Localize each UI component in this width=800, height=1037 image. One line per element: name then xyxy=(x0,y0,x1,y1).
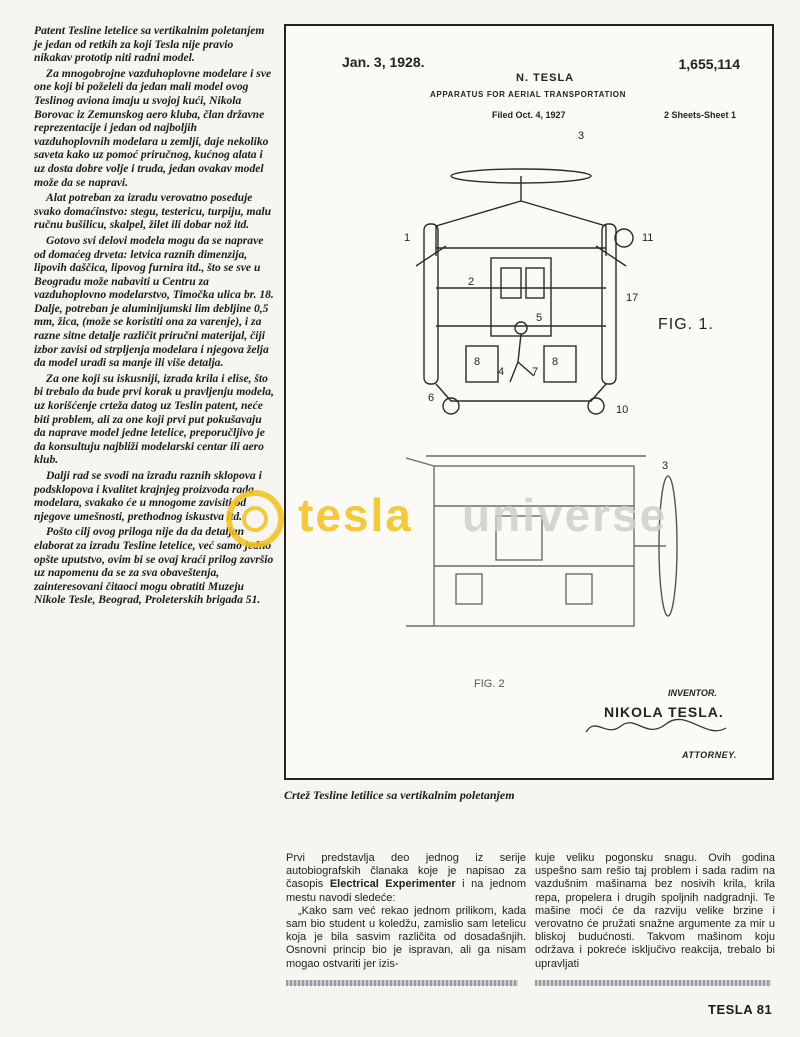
ref-number: 8 xyxy=(552,356,559,368)
fig2-label: FIG. 2 xyxy=(474,678,505,690)
magazine-name: Electrical Experimenter xyxy=(329,878,456,891)
article-column-2 xyxy=(535,852,775,971)
patent-title: APPARATUS FOR AERIAL TRANSPORTATION xyxy=(430,90,626,99)
watermark-word-tesla: tesla xyxy=(298,489,413,541)
ref-number: 8 xyxy=(474,356,481,368)
attorney-label: ATTORNEY. xyxy=(682,750,737,760)
tesla-universe-watermark xyxy=(226,488,726,552)
ref-number: 3 xyxy=(578,130,585,142)
signature-scribble xyxy=(586,719,726,732)
cylinder xyxy=(526,268,544,298)
intro-text: Prvi predstavlja deo jednog iz serije autobiografskih članaka koje je napisao za časopis xyxy=(286,852,526,891)
ref-number: 11 xyxy=(642,232,654,244)
patent-sheets: 2 Sheets-Sheet 1 xyxy=(663,110,736,120)
patent-inventor-header: N. TESLA xyxy=(516,72,575,84)
article-quote: „Kako sam već rekao jednom prilikom, kada sam bio student u koledžu, zamislio sam letelicu koja je bila sasvim različita od dosadašnjih. Osnovni princip bio je ispravan, ali ga nisam mogao ostvariti jer izis- xyxy=(286,904,526,970)
watermark-word-universe: universe xyxy=(462,489,668,541)
left-paragraph: Patent Tesline letelice sa vertikalnim poletanjem je jedan od retkih za koji Tesla nije pravio nikakav prototip niti radni model. xyxy=(34,24,265,65)
ref-number: 3 xyxy=(662,460,669,472)
left-paragraph: Dalji rad se svodi na izradu raznih sklopova i podsklopova i kvalitet krajnjeg proizvoda rada modelara, svakako će u mnogome zavisiti od njegove umešnosti, prethodnog iskustva itd. xyxy=(34,469,262,523)
cylinder xyxy=(501,268,521,298)
column-bottom-rule xyxy=(286,980,518,986)
box-8-left xyxy=(466,346,498,382)
article-column-1 xyxy=(286,852,526,971)
watermark-ring-icon xyxy=(226,490,284,548)
fig2-box xyxy=(566,574,592,604)
patent-date: Jan. 3, 1928. xyxy=(342,54,425,70)
article-continuation: kuje veliku pogonsku snagu. Ovih godina uspešno sam rešio taj problem i sada radim na vazdušnim mašinama bez nosivih krila, krila repa, propelera i drugih spoljnih nadgradnji. Te mašine moći će da razviju velike brzine i verovatno će pružati snažne argumente za mir u bliskoj budućnosti. Takvom mašinom koju održava i pokreće isključivo reakcija, trebalo bi upravljati xyxy=(535,852,775,970)
left-paragraph: Gotovo svi delovi modela mogu da se naprave od domaćeg drveta: letvica raznih dimenzija, lipovih daščica, lipovog furnira itd., što se sve u Beogradu može nabaviti u Centru za vazduhoplovno modelarstvo, Timočka ulica br. 18. Dalje, potreban je aluminijumski lim debljine 0,5 mm, žica, (može se koristiti ona za varenje), i za razne sitne detalje različit priručni materijal, čiji izbor zavisi od strpljenja modelara i njegova želja da model uradi sa manje ili više detalja. xyxy=(34,233,274,370)
inventor-label: INVENTOR. xyxy=(668,688,717,698)
ref-number: 4 xyxy=(498,366,505,378)
page-folio: TESLA 81 xyxy=(708,1002,773,1017)
intro-text-end: i na jednom mestu navodi sledeće: xyxy=(286,878,526,904)
pilot-body xyxy=(510,334,534,382)
figure-caption: Crtež Tesline letilice sa vertikalnim poletanjem xyxy=(284,788,515,802)
patent-line-art xyxy=(286,26,772,778)
left-paragraph: Alat potreban za izradu verovatno poseduje svako domaćinstvo: stegu, testericu, turpiju, malu ručnu bušilicu, skalpel, žilet ili dobar nož itd. xyxy=(34,191,272,232)
box-8-right xyxy=(544,346,576,382)
fig1-label: FIG. 1. xyxy=(658,316,714,333)
ref-number: 6 xyxy=(428,392,435,404)
truss-lines xyxy=(416,246,626,266)
undercarriage xyxy=(436,384,606,401)
left-paragraph: Za mnogobrojne vazduhoplovne modelare i sve one koji bi poželeli da jedan mali model ovog Teslinog aviona imaju u svojoj kući, Nikola Borovac iz Zemunskog aero kluba, član državne reprezentacije i jedan od najboljih vazduhoplovnih modelara u zemlji, daje nekoliko saveta kako uz pomoć priručnog, kućnog alata i uz dosta dobre volje i truda, jedan ovakav model može da se napravi. xyxy=(34,66,272,189)
column-bottom-rule xyxy=(535,980,771,986)
wheel-11 xyxy=(615,229,633,247)
pilot-head xyxy=(515,322,527,334)
ref-number: 17 xyxy=(626,292,639,304)
wheel-10 xyxy=(588,398,604,414)
left-paragraph: Pošto cilj ovog priloga nije da da detaljan elaborat za izradu Tesline letelice, već samo jedno opšte uputstvo, ovim bi se ovaj kraći prilog završio uz napomenu da se za sva obaveštenja, zainteresovani čitaoci mogu obratiti Muzeju Nikole Tesle, Beograd, Proleterskih brigada 51. xyxy=(34,525,274,607)
patent-filed: Filed Oct. 4, 1927 xyxy=(492,110,566,120)
patent-number: 1,655,114 xyxy=(678,56,740,72)
ref-number: 7 xyxy=(532,366,539,378)
ref-number: 2 xyxy=(468,276,475,288)
left-paragraph: Za one koji su iskusniji, izrada krila i elise, što bi trebalo da bude prvi korak u pravljenju modela, uz korišćenje crteža datog uz Teslin patent, neće biti problem, ali za one koji prvi put pokušavaju da naprave model jedne letelice, preporučljivo je da konsultuju najbliži modelarski centar ili aero klub. xyxy=(34,371,274,467)
patent-drawing xyxy=(284,24,774,780)
ref-number: 10 xyxy=(616,404,629,416)
fig2-box xyxy=(456,574,482,604)
inventor-name: NIKOLA TESLA. xyxy=(604,704,724,720)
ref-number: 1 xyxy=(404,232,411,244)
ref-number: 5 xyxy=(536,312,543,324)
article-intro xyxy=(286,852,526,905)
